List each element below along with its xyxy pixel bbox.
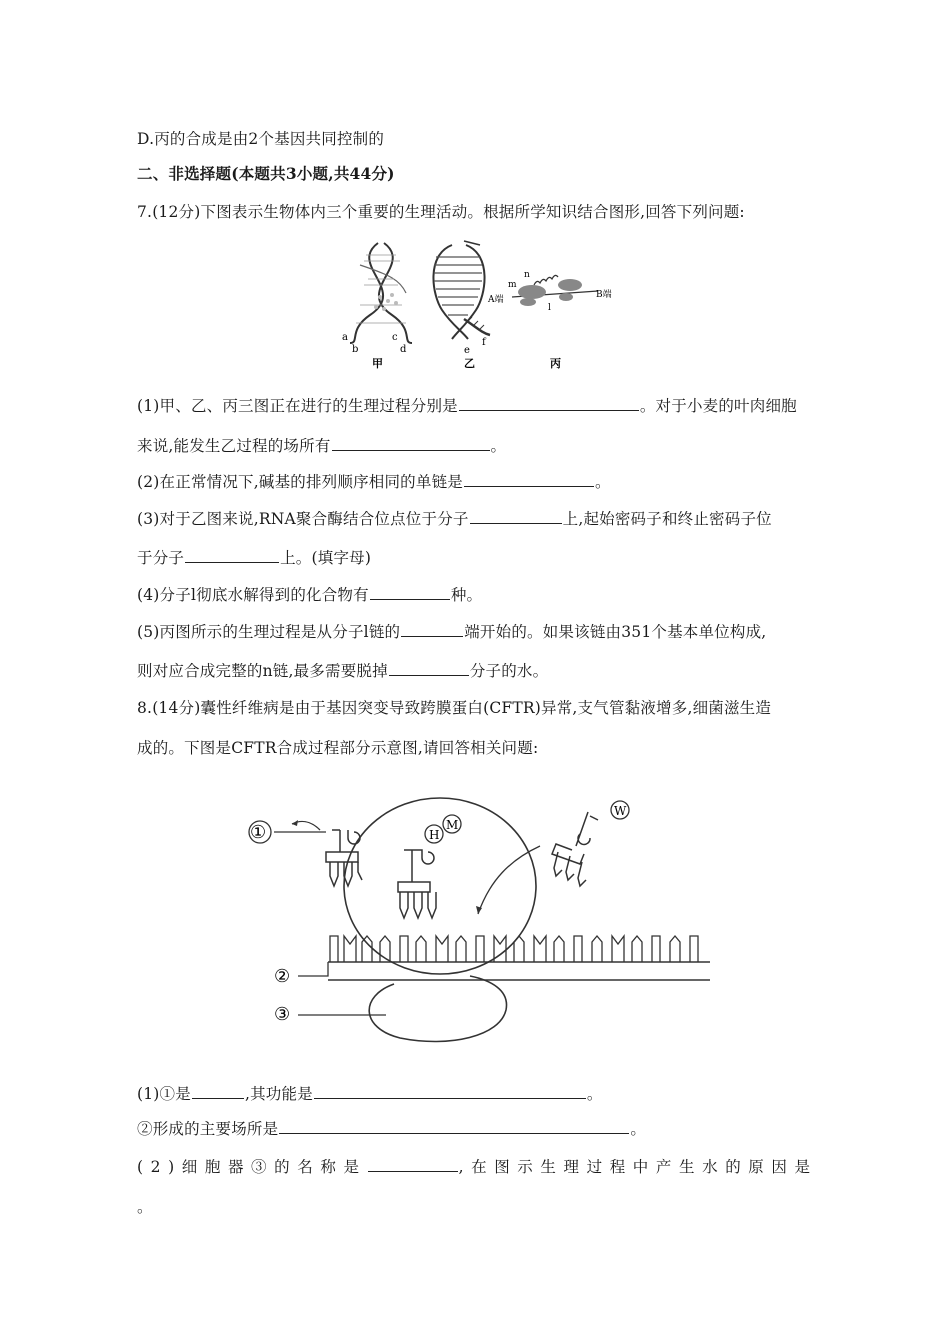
q7-1-text-b: 。对于小麦的叶肉细胞 [639,397,797,415]
panel-label-jia: 甲 [372,357,383,370]
q7-1-text-d: 。 [490,437,507,455]
label-m: m [508,280,517,290]
answer-blank[interactable] [459,396,639,411]
q7-4-text-a: (4)分子l彻底水解得到的化合物有 [137,586,369,604]
q7-1-text-a: (1)甲、乙、丙三图正在进行的生理过程分别是 [137,397,458,415]
q7-3-text-d: 上。(填字母) [280,549,372,567]
q8-stem-text-a: 8.(14分)囊性纤维病是由于基因突变导致跨膜蛋白(CFTR)异常,支气管黏液增多,细菌滋生造 [137,699,772,717]
q8-2-text-b: 。 [630,1120,647,1138]
answer-blank[interactable] [401,622,463,637]
q7-2-text-b: 。 [594,473,611,491]
q7-stem-text: 7.(12分)下图表示生物体内三个重要的生理活动。根据所学知识结合图形,回答下列问题: [137,203,745,221]
trna-2 [398,850,436,918]
answer-blank[interactable] [192,1084,244,1099]
option-d [137,127,384,149]
amino-acid-m-label: M [446,818,459,832]
q7-3-line1 [137,507,772,529]
answer-blank[interactable] [279,1119,629,1134]
q8-stem-line1 [137,696,771,718]
q7-4-text-b: 种。 [450,586,483,604]
q7-1-line1 [137,394,797,416]
q7-5-text-c: 则对应合成完整的n链,最多需要脱掉 [137,662,388,680]
amino-acid-w-label: W [614,804,627,818]
label-l: l [548,303,551,313]
q7-5-line2 [137,659,548,681]
answer-blank[interactable] [314,1084,586,1099]
q8-3-line1 [137,1155,818,1177]
q8-3-line2 [137,1195,153,1217]
q8-3-text-b: ,在图示生理过程中产生水的原因是 [458,1158,818,1176]
section-heading-text: 二、非选择题(本题共3小题,共44分) [137,164,395,183]
answer-blank[interactable] [332,436,490,451]
answer-blank[interactable] [370,585,450,600]
answer-blank[interactable] [185,548,279,563]
q8-stem-text-b: 成的。下图是CFTR合成过程部分示意图,请回答相关问题: [137,739,539,757]
marker-2: ② [274,966,291,987]
label-c: c [392,332,398,343]
label-e: e [464,345,470,356]
answer-blank[interactable] [464,472,594,487]
trna-1 [326,830,362,886]
q7-2-text-a: (2)在正常情况下,碱基的排列顺序相同的单链是 [137,473,463,491]
q8-1-text-c: 。 [586,1085,603,1103]
label-n: n [524,270,530,280]
q7-1-text-c: 来说,能发生乙过程的场所有 [137,437,331,455]
q8-1-line1 [137,1082,603,1104]
answer-blank[interactable] [470,509,562,524]
q8-2-line [137,1117,646,1139]
q7-3-text-a: (3)对于乙图来说,RNA聚合酶结合位点位于分子 [137,510,469,528]
panel-label-bing: 丙 [550,357,561,370]
label-f: f [482,337,486,348]
answer-blank[interactable] [368,1157,458,1172]
answer-blank[interactable] [389,661,469,676]
marker-1: ① [250,822,267,843]
q7-5-text-a: (5)丙图所示的生理过程是从分子l链的 [137,623,401,641]
q7-stem [137,200,745,222]
label-b-end: B端 [596,290,612,300]
q7-1-line2 [137,434,506,456]
marker-3: ③ [274,1004,291,1025]
q7-5-text-d: 分子的水。 [469,662,549,680]
ribosome-small-subunit [369,976,506,1042]
option-d-text: D.丙的合成是由2个基因共同控制的 [137,130,385,148]
label-a-end: A端 [488,295,504,305]
amino-acid-h-label: H [429,828,440,842]
q8-1-text-a: (1)①是 [137,1085,191,1103]
section-heading [137,162,395,184]
q7-3-text-b: 上,起始密码子和终止密码子位 [562,510,772,528]
panel-yi-transcription [433,241,490,339]
q8-2-text-a: ②形成的主要场所是 [137,1120,279,1138]
ribosome-large-subunit [344,798,536,974]
label-b: b [352,344,359,355]
q8-3-text-c: 。 [137,1198,153,1216]
q8-1-text-b: ,其功能是 [244,1085,313,1103]
q7-3-line2 [137,546,371,568]
figure-2-cftr-synthesis [240,790,720,1050]
q8-3-text-a: (2)细胞器③的名称是 [137,1158,367,1176]
q7-2 [137,470,611,492]
q8-stem-line2 [137,736,538,758]
panel-label-yi: 乙 [464,357,475,370]
q7-5-line1 [137,620,766,642]
panel-jia-dna-replication [350,243,412,343]
label-d: d [400,344,407,355]
q7-3-text-c: 于分子 [137,549,185,567]
figure-1-transcription-translation [330,235,620,375]
q7-4 [137,583,482,605]
trna-3 [552,812,598,886]
q7-5-text-b: 端开始的。如果该链由351个基本单位构成, [464,623,767,641]
label-a: a [342,332,348,343]
